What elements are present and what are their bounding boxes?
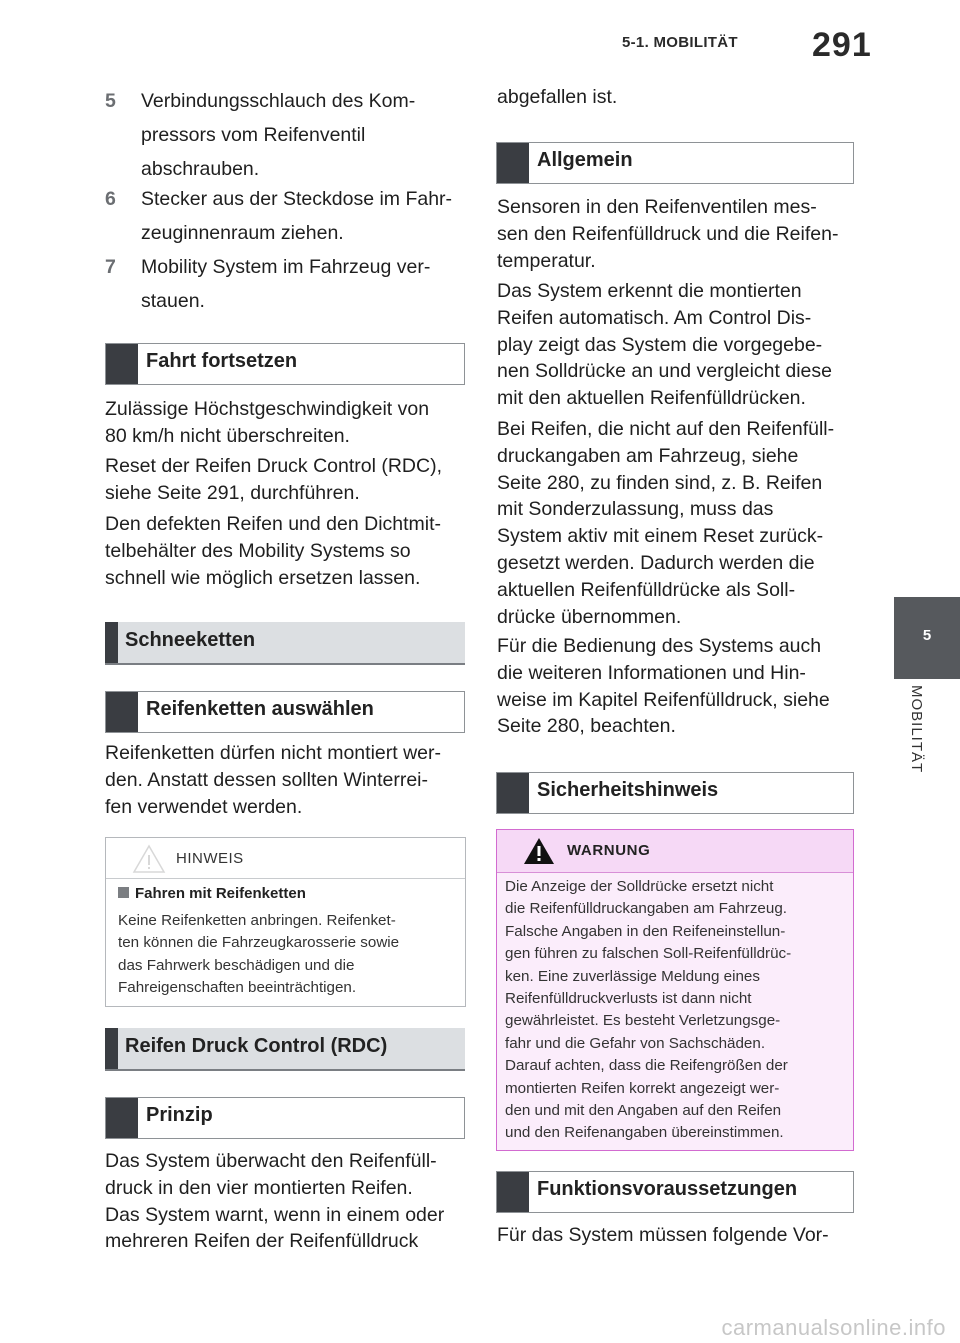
text-line: gen führen zu falschen Soll-Reifenfülldrüc- [505,945,792,963]
text-line: aktuellen Reifenfülldrücke als Soll- [497,578,796,601]
heading-text: Allgemein [537,149,633,171]
step-text-line: abschrauben. [141,158,260,180]
paragraph [105,396,475,450]
step-text-line: pressors vom Reifenventil [141,124,366,146]
paragraph-continuation: abgefallen ist. [497,86,618,108]
text-line: montierten Reifen korrekt angezeigt wer- [505,1079,780,1097]
square-bullet-icon [118,887,129,898]
text-line: Seite 280, beachten. [497,715,676,738]
heading-text: Fahrt fortsetzen [146,350,298,372]
paragraph [105,740,475,820]
heading-bar [106,344,138,384]
text-line: den. Anstatt dessen sollten Winterrei- [105,768,428,791]
warning-label: WARNUNG [567,842,651,859]
text-line: mit Sonderzulassung, muss das [497,498,774,521]
heading-bar [106,692,138,732]
text-line: druckangaben am Fahrzeug, siehe [497,444,799,467]
paragraph [497,194,877,274]
text-line: sen den Reifenfülldruck und die Reifen- [497,222,839,245]
notice-subtitle-text: Fahren mit Reifenketten [135,885,306,902]
step-7 [105,250,475,318]
section-heading-schneeketten [105,622,465,665]
heading-bar [497,1172,529,1212]
heading-allgemein [496,142,854,184]
text-line: ten können die Fahrzeugkarosserie sowie [118,934,400,952]
text-line: die weiteren Informationen und Hin- [497,661,806,684]
heading-fahrt-fortsetzen [105,343,465,385]
paragraph: Für das System müssen folgende Vor- [497,1224,829,1246]
warning-triangle-icon [523,837,555,865]
step-number: 6 [105,188,116,210]
text-line: Falsche Angaben in den Reifeneinstellun- [505,922,786,940]
heading-bar [106,1098,138,1138]
text-line: Sensoren in den Reifenventilen mes- [497,196,817,218]
text-line: Das System überwacht den Reifenfüll- [105,1150,437,1172]
paragraph [497,416,877,630]
text-line: Reset der Reifen Druck Control (RDC), [105,455,443,477]
notice-label: HINWEIS [176,850,244,867]
text-line: drücke übernommen. [497,605,682,628]
step-number: 5 [105,90,116,112]
text-line: Das System warnt, wenn in einem oder [105,1203,445,1226]
text-line: Das System erkennt die montierten [497,280,802,302]
heading-sicherheitshinweis [496,772,854,814]
chapter-number: 5 [922,627,932,644]
text-line: gesetzt werden. Dadurch werden die [497,551,815,574]
section-bar [105,622,118,663]
text-line: schnell wie möglich ersetzen lassen. [105,566,421,589]
text-line: nen Solldrücke an und vergleicht diese [497,360,832,383]
text-line: Für die Bedienung des Systems auch [497,635,822,657]
paragraph [105,1148,475,1255]
page-number: 291 [812,26,872,64]
caution-triangle-icon [132,844,166,874]
step-6 [105,182,475,250]
section-heading-rdc [105,1028,465,1071]
text-line: Reifenfülldruckverlusts ist dann nicht [505,990,752,1008]
step-number: 7 [105,256,116,278]
step-5 [105,84,475,186]
warning-box [496,829,854,1151]
text-line: Bei Reifen, die nicht auf den Reifenfüll- [497,418,835,440]
text-line: Den defekten Reifen und den Dichtmit- [105,513,442,535]
step-text-line: zeuginnenraum ziehen. [141,222,344,244]
text-line: den und mit den Angaben auf den Reifen [505,1102,782,1120]
paragraph [497,278,877,412]
step-text-line: Stecker aus der Steckdose im Fahr- [141,188,453,210]
text-line: und den Reifenangaben übereinstimmen. [505,1124,784,1142]
notice-box [105,837,466,1007]
step-text-line: stauen. [141,290,205,312]
text-line: mehreren Reifen der Reifenfülldruck [105,1230,419,1253]
text-line: mit den aktuellen Reifenfülldrücken. [497,387,806,410]
text-line: gewährleistet. Es besteht Verletzungsge- [505,1012,781,1030]
text-line: telbehälter des Mobility Systems so [105,539,411,562]
heading-text: Prinzip [146,1104,213,1126]
text-line: Darauf achten, dass die Reifengrößen der [505,1057,788,1075]
notice-subtitle [118,885,306,902]
notice-body [118,910,453,999]
text-line: play zeigt das System die vorgegebe- [497,333,823,356]
step-text-line: Mobility System im Fahrzeug ver- [141,256,431,278]
text-line: ken. Eine zuverlässige Meldung eines [505,967,760,985]
section-bar [105,1028,118,1069]
text-line: druck in den vier montierten Reifen. [105,1176,413,1199]
text-line: Reifenketten dürfen nicht montiert wer- [105,742,441,764]
text-line: System aktiv mit einem Reset zurück- [497,525,824,548]
heading-bar [497,143,529,183]
chapter-label: MOBILITÄT [908,685,925,774]
text-line: fen verwendet werden. [105,795,303,818]
watermark: carmanualsonline.info [721,1315,946,1340]
heading-text: Funktionsvoraussetzungen [537,1178,798,1200]
text-line: die Reifenfülldruckangaben am Fahrzeug. [505,900,787,918]
notice-header [106,838,465,879]
warning-header [497,830,853,873]
text-line: weise im Kapitel Reifenfülldruck, siehe [497,688,830,711]
paragraph [105,511,475,591]
heading-funktionsvoraussetzungen [496,1171,854,1213]
text-line: 80 km/h nicht überschreiten. [105,424,350,447]
chapter-tab [894,597,960,679]
warning-body [505,876,850,1145]
heading-text: Reifenketten auswählen [146,698,374,720]
heading-prinzip [105,1097,465,1139]
section-heading-text: Schneeketten [125,629,256,651]
text-line: Reifen automatisch. Am Control Dis- [497,306,812,329]
step-text-line: Verbindungsschlauch des Kom- [141,90,416,112]
paragraph [105,453,475,507]
text-line: Zulässige Höchstgeschwindigkeit von [105,398,430,420]
running-header-section: 5-1. MOBILITÄT [622,34,738,51]
heading-reifenketten [105,691,465,733]
section-heading-text: Reifen Druck Control (RDC) [125,1035,388,1057]
text-line: fahr und die Gefahr von Sachschäden. [505,1034,766,1052]
text-line: Seite 280, zu finden sind, z. B. Reifen [497,471,823,494]
heading-bar [497,773,529,813]
heading-text: Sicherheitshinweis [537,779,719,801]
text-line: temperatur. [497,249,596,272]
text-line: Die Anzeige der Solldrücke ersetzt nicht [505,878,774,895]
text-line: Fahreigenschaften beeinträchtigen. [118,978,357,996]
text-line: siehe Seite 291, durchführen. [105,481,360,504]
text-line: das Fahrwerk beschädigen und die [118,956,355,974]
text-line: Keine Reifenketten anbringen. Reifenket- [118,912,396,929]
paragraph [497,633,877,740]
